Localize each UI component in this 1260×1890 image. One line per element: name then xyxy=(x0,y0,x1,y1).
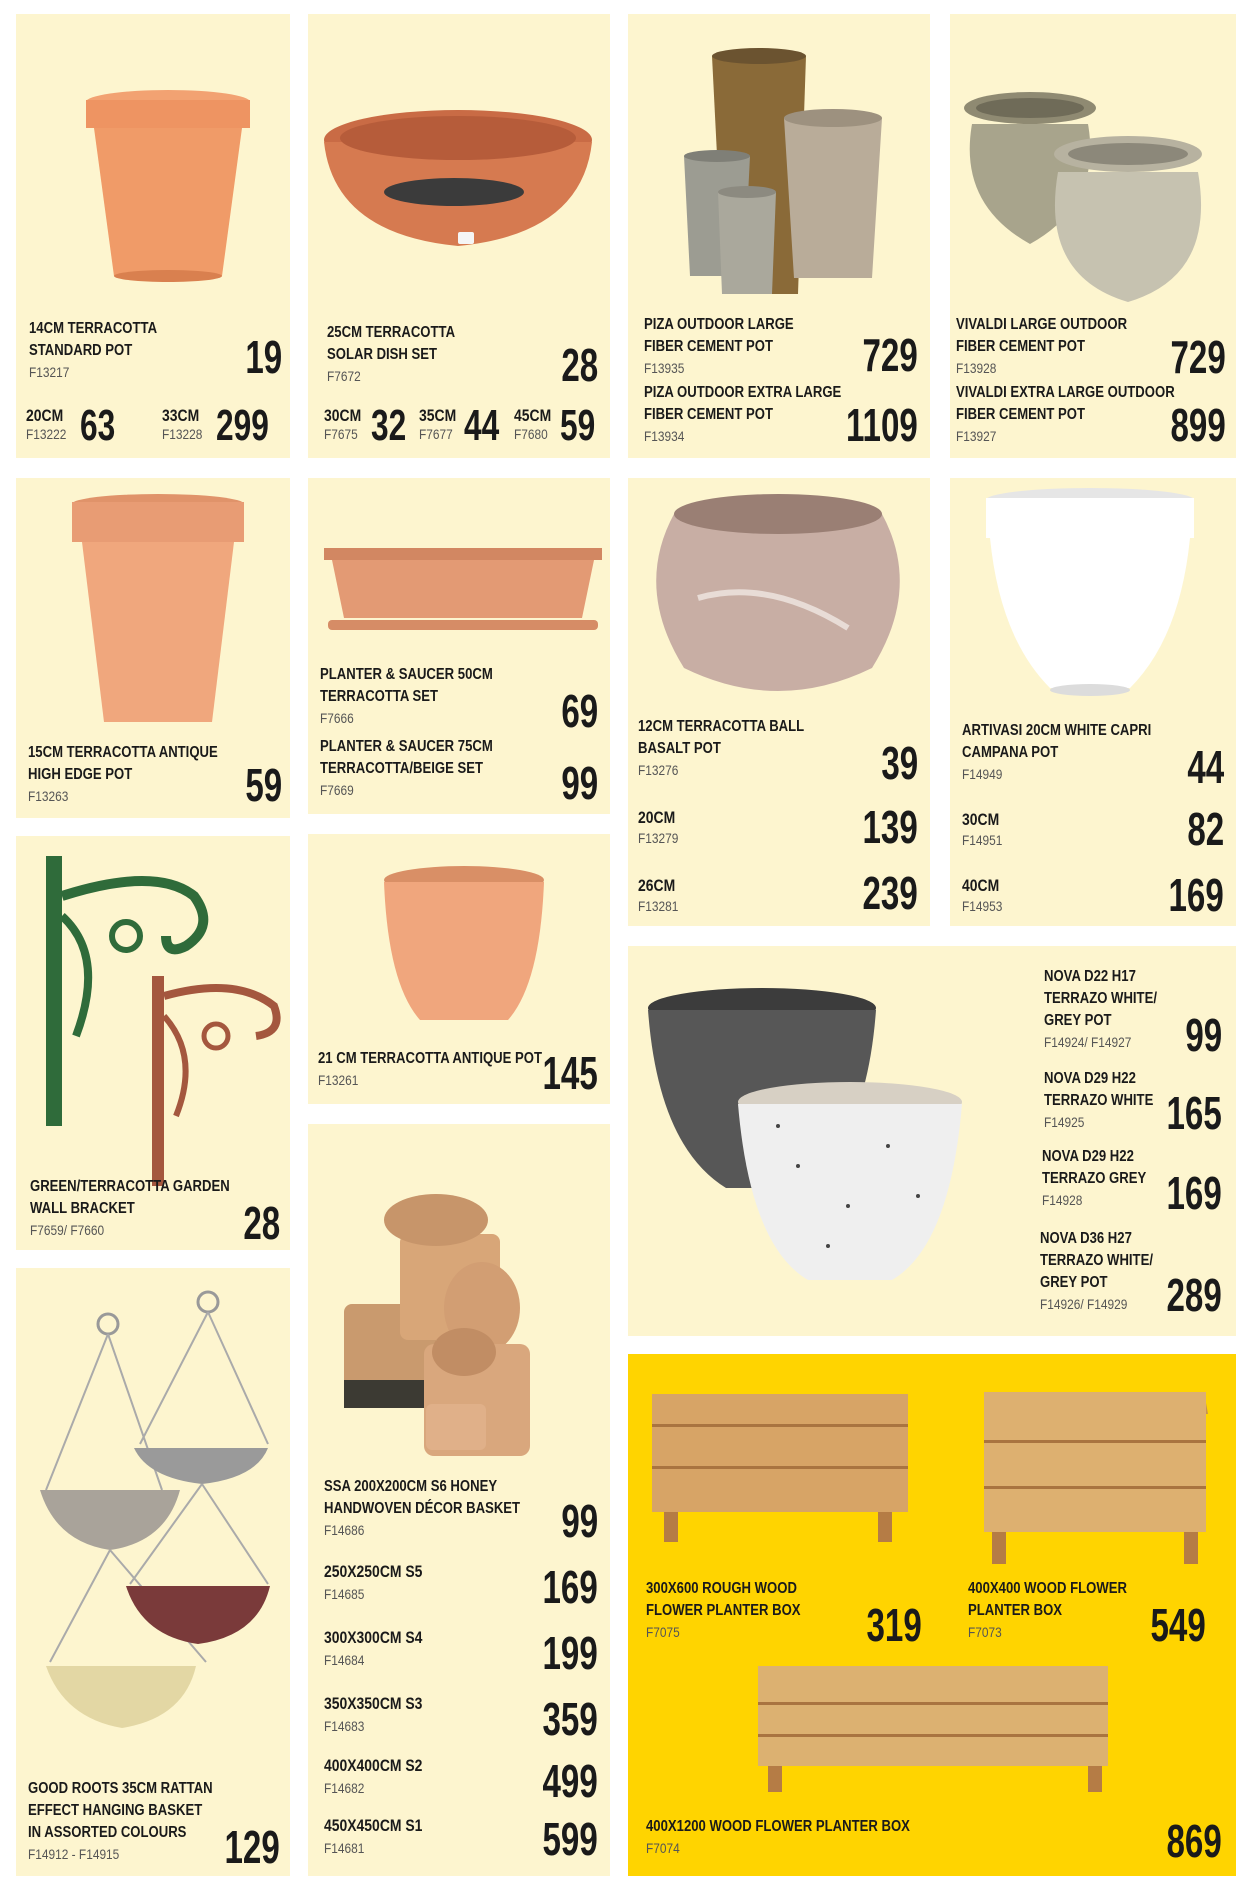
product-code: F7680 xyxy=(514,426,548,442)
product-name: 25CM TERRACOTTA xyxy=(327,324,456,341)
price: 599 xyxy=(542,1813,598,1865)
product-name: GREY POT xyxy=(1044,1012,1112,1029)
product-card-standard-pot[interactable] xyxy=(16,14,290,458)
product-name: VIVALDI LARGE OUTDOOR xyxy=(956,316,1128,333)
price: 319 xyxy=(866,1599,922,1651)
product-name: PLANTER & SAUCER 50CM xyxy=(320,666,493,683)
product-name: STANDARD POT xyxy=(29,342,133,359)
product-code: F14949 xyxy=(962,766,1003,782)
product-code: F13228 xyxy=(162,426,203,442)
product-code: F7672 xyxy=(327,368,361,384)
product-card-planter-saucer[interactable] xyxy=(308,478,610,814)
product-card-solar-dish[interactable] xyxy=(308,14,610,458)
product-name: WALL BRACKET xyxy=(30,1200,135,1217)
product-code: F14686 xyxy=(324,1522,365,1538)
product-name: TERRACOTTA SET xyxy=(320,688,439,705)
product-code: F14925 xyxy=(1044,1114,1085,1130)
price: 729 xyxy=(1170,331,1226,383)
product-name: 300X600 ROUGH WOOD xyxy=(646,1580,797,1597)
product-code: F14682 xyxy=(324,1780,365,1796)
product-code: F13934 xyxy=(644,428,685,444)
product-code: F7659/ F7660 xyxy=(30,1222,105,1238)
product-name: PLANTER & SAUCER 75CM xyxy=(320,738,493,755)
product-card-wood-planters[interactable] xyxy=(628,1354,1236,1876)
product-code: F14928 xyxy=(1042,1192,1083,1208)
price: 499 xyxy=(542,1755,598,1807)
product-code: F7074 xyxy=(646,1840,680,1856)
product-code: F14912 - F14915 xyxy=(28,1846,120,1862)
size-label: 35CM xyxy=(419,406,457,425)
product-code: F13935 xyxy=(644,360,685,376)
price: 63 xyxy=(80,401,116,450)
price: 99 xyxy=(561,1495,598,1547)
product-name: 400X400 WOOD FLOWER xyxy=(968,1580,1127,1597)
product-name: 12CM TERRACOTTA BALL xyxy=(638,718,805,735)
product-name: ARTIVASI 20CM WHITE CAPRI xyxy=(962,722,1152,739)
price: 129 xyxy=(224,1821,280,1873)
price: 82 xyxy=(1187,803,1224,855)
product-name: PLANTER BOX xyxy=(968,1602,1063,1619)
price: 1109 xyxy=(846,399,918,451)
product-code: F14953 xyxy=(962,898,1003,914)
product-card-nova-terrazo[interactable] xyxy=(628,946,1236,1336)
product-code: F7675 xyxy=(324,426,358,442)
product-code: F13222 xyxy=(26,426,67,442)
size-label: 40CM xyxy=(962,876,1000,895)
product-card-wall-bracket[interactable] xyxy=(16,836,290,1250)
product-name: FIBER CEMENT POT xyxy=(644,406,774,423)
product-name: PIZA OUTDOOR EXTRA LARGE xyxy=(644,384,842,401)
price: 289 xyxy=(1166,1269,1222,1321)
product-name: HANDWOVEN DÉCOR BASKET xyxy=(324,1500,521,1517)
product-name: 15CM TERRACOTTA ANTIQUE xyxy=(28,744,218,761)
price: 359 xyxy=(542,1693,598,1745)
price: 69 xyxy=(561,685,598,737)
price: 39 xyxy=(881,737,918,789)
ball-pot-image xyxy=(628,478,930,926)
product-card-piza[interactable] xyxy=(628,14,930,458)
product-code: F13217 xyxy=(29,364,70,380)
product-name: FIBER CEMENT POT xyxy=(644,338,774,355)
product-code: F7073 xyxy=(968,1624,1002,1640)
price: 59 xyxy=(560,401,596,450)
price: 169 xyxy=(542,1561,598,1613)
price: 28 xyxy=(561,339,598,391)
size-label: 45CM xyxy=(514,406,552,425)
product-code: F13928 xyxy=(956,360,997,376)
price: 869 xyxy=(1166,1815,1222,1867)
product-card-21cm-pot[interactable] xyxy=(308,834,610,1104)
product-name: HIGH EDGE POT xyxy=(28,766,133,783)
price: 19 xyxy=(245,331,282,383)
product-code: F7669 xyxy=(320,782,354,798)
product-name: IN ASSORTED COLOURS xyxy=(28,1824,187,1841)
product-name: TERRAZO WHITE/ xyxy=(1040,1252,1153,1269)
price: 239 xyxy=(862,867,918,919)
product-code: F7075 xyxy=(646,1624,680,1640)
product-code: F14926/ F14929 xyxy=(1040,1296,1128,1312)
product-code: F14684 xyxy=(324,1652,365,1668)
product-name: VIVALDI EXTRA LARGE OUTDOOR xyxy=(956,384,1175,401)
size-label: 20CM xyxy=(26,406,64,425)
size-label: 350X350CM S3 xyxy=(324,1694,423,1713)
price: 199 xyxy=(542,1627,598,1679)
solar-dish-image xyxy=(308,14,610,458)
product-code: F13927 xyxy=(956,428,997,444)
price: 899 xyxy=(1170,399,1226,451)
product-card-antique-pot[interactable] xyxy=(16,478,290,818)
size-label: 20CM xyxy=(638,808,676,827)
product-name: GREEN/TERRACOTTA GARDEN xyxy=(30,1178,230,1195)
product-name: NOVA D36 H27 xyxy=(1040,1230,1132,1247)
product-name: 21 CM TERRACOTTA ANTIQUE POT xyxy=(318,1050,543,1067)
product-card-artivasi[interactable] xyxy=(950,478,1236,926)
product-code: F13263 xyxy=(28,788,69,804)
product-name: NOVA D29 H22 xyxy=(1044,1070,1136,1087)
product-name: TERRACOTTA/BEIGE SET xyxy=(320,760,484,777)
price: 28 xyxy=(243,1197,280,1249)
size-label: 400X400CM S2 xyxy=(324,1756,423,1775)
product-code: F14951 xyxy=(962,832,1003,848)
price: 139 xyxy=(862,801,918,853)
product-name: 14CM TERRACOTTA xyxy=(29,320,158,337)
price: 32 xyxy=(371,401,407,450)
product-card-decor-basket[interactable] xyxy=(308,1124,610,1876)
price: 44 xyxy=(1187,741,1224,793)
product-card-ball-pot[interactable] xyxy=(628,478,930,926)
product-name: FIBER CEMENT POT xyxy=(956,406,1086,423)
product-name: TERRAZO GREY xyxy=(1042,1170,1147,1187)
size-label: 33CM xyxy=(162,406,200,425)
product-code: F14685 xyxy=(324,1586,365,1602)
product-code: F13281 xyxy=(638,898,679,914)
product-code: F7666 xyxy=(320,710,354,726)
product-name: FLOWER PLANTER BOX xyxy=(646,1602,801,1619)
product-name: EFFECT HANGING BASKET xyxy=(28,1802,203,1819)
product-code: F14683 xyxy=(324,1718,365,1734)
product-name: SSA 200X200CM S6 HONEY xyxy=(324,1478,498,1495)
product-name: BASALT POT xyxy=(638,740,721,757)
product-name: NOVA D29 H22 xyxy=(1042,1148,1134,1165)
price: 44 xyxy=(464,401,500,450)
product-card-hanging-basket[interactable] xyxy=(16,1268,290,1876)
product-code: F13261 xyxy=(318,1072,359,1088)
size-label: 30CM xyxy=(324,406,362,425)
price: 299 xyxy=(216,401,269,450)
product-code: F13276 xyxy=(638,762,679,778)
product-name: NOVA D22 H17 xyxy=(1044,968,1136,985)
product-name: TERRAZO WHITE/ xyxy=(1044,990,1157,1007)
product-code: F14681 xyxy=(324,1840,365,1856)
price: 165 xyxy=(1166,1087,1222,1139)
product-code: F13279 xyxy=(638,830,679,846)
price: 99 xyxy=(561,757,598,809)
product-code: F14924/ F14927 xyxy=(1044,1034,1132,1050)
product-name: SOLAR DISH SET xyxy=(327,346,438,363)
product-card-vivaldi[interactable] xyxy=(950,14,1236,458)
price: 145 xyxy=(542,1047,598,1099)
size-label: 250X250CM S5 xyxy=(324,1562,423,1581)
price: 59 xyxy=(245,759,282,811)
product-name: CAMPANA POT xyxy=(962,744,1059,761)
size-label: 300X300CM S4 xyxy=(324,1628,423,1647)
white-pot-image xyxy=(950,478,1236,926)
product-name: GOOD ROOTS 35CM RATTAN xyxy=(28,1780,213,1797)
price: 169 xyxy=(1166,1167,1222,1219)
size-label: 30CM xyxy=(962,810,1000,829)
price: 99 xyxy=(1185,1009,1222,1061)
product-code: F7677 xyxy=(419,426,453,442)
product-name: GREY POT xyxy=(1040,1274,1108,1291)
price: 549 xyxy=(1150,1599,1206,1651)
price: 169 xyxy=(1168,869,1224,921)
product-name: FIBER CEMENT POT xyxy=(956,338,1086,355)
product-name: PIZA OUTDOOR LARGE xyxy=(644,316,794,333)
product-name: TERRAZO WHITE xyxy=(1044,1092,1154,1109)
product-name: 400X1200 WOOD FLOWER PLANTER BOX xyxy=(646,1818,910,1835)
price: 729 xyxy=(862,329,918,381)
terracotta-pot-image xyxy=(16,14,290,458)
size-label: 26CM xyxy=(638,876,676,895)
size-label: 450X450CM S1 xyxy=(324,1816,423,1835)
